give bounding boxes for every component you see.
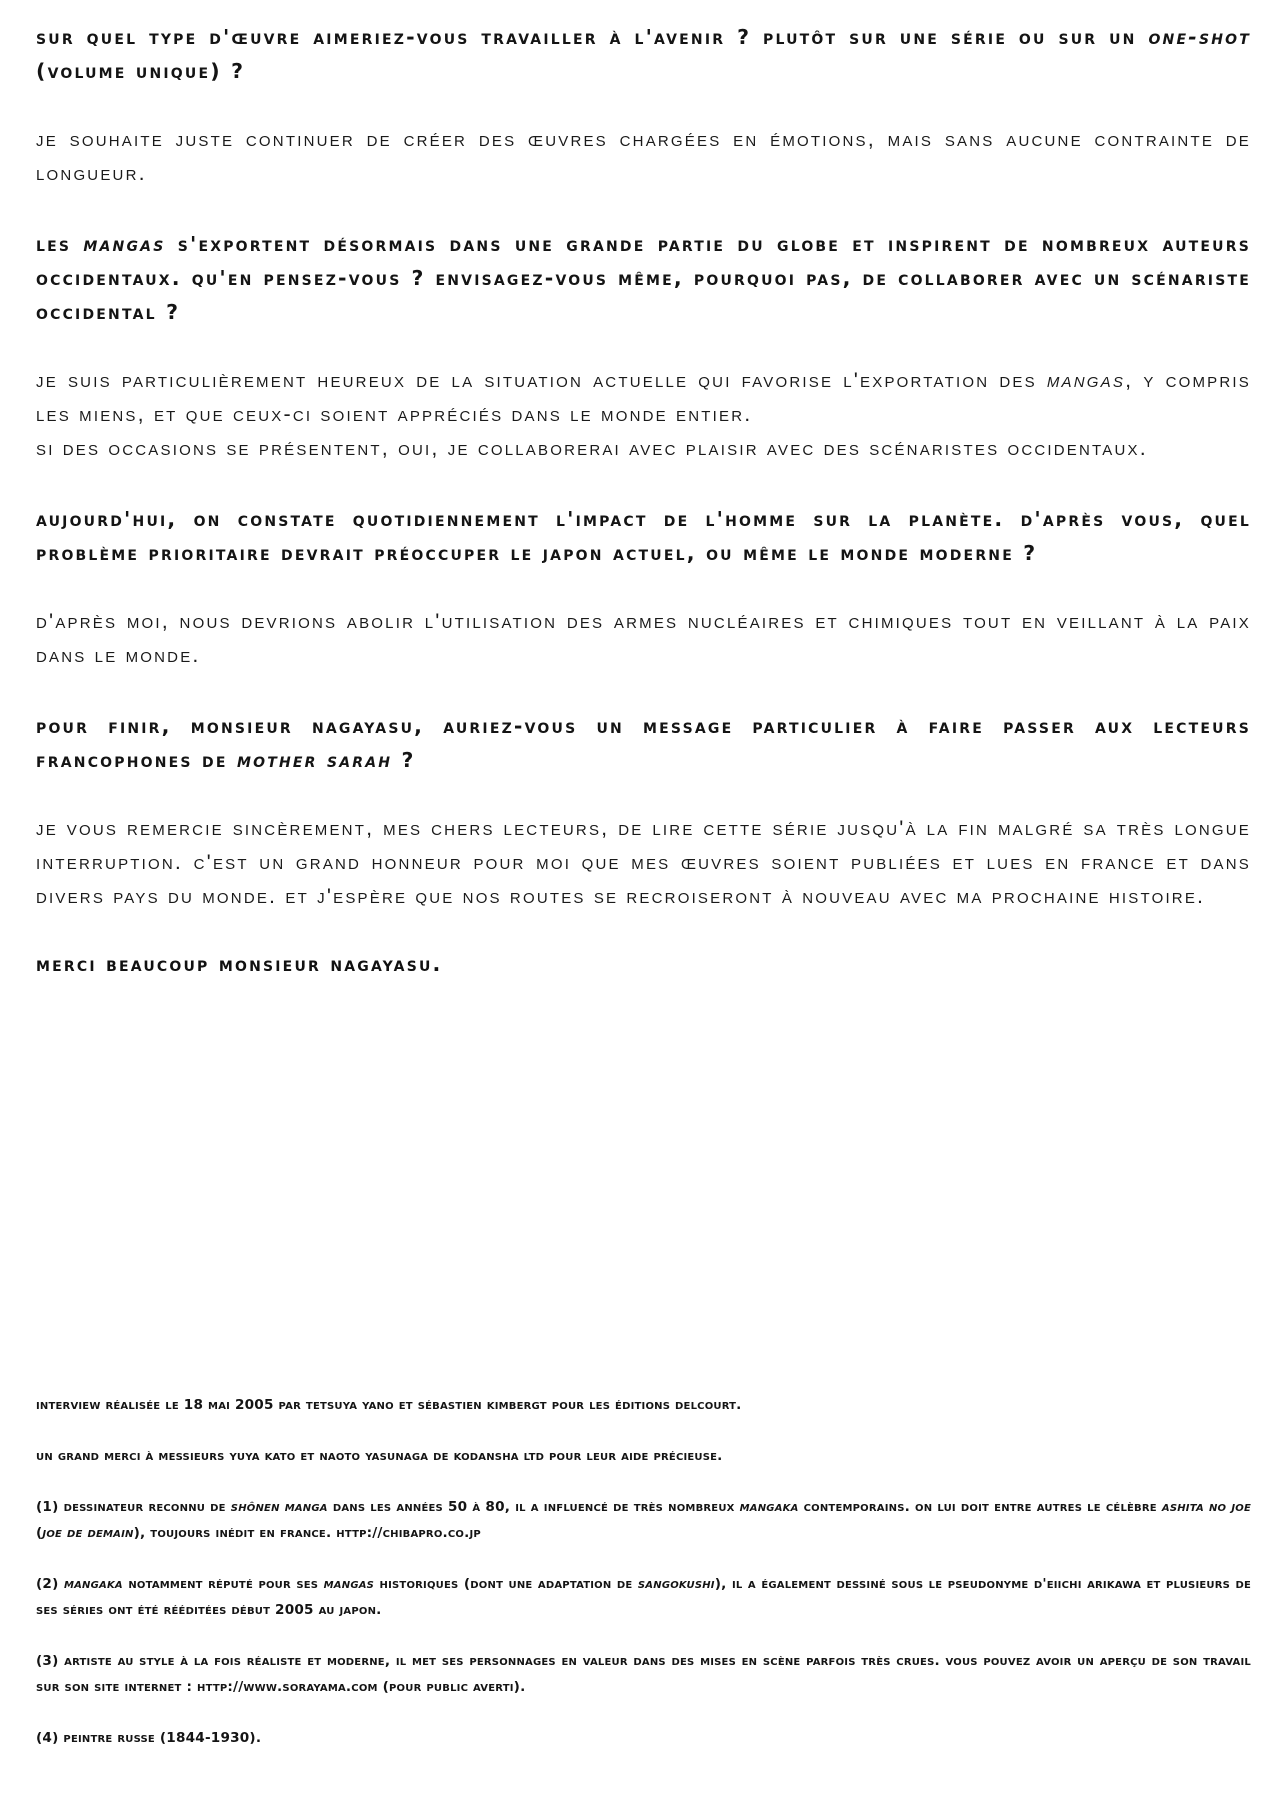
- answer-2-paragraph-2: si des occasions se présentent, oui, je collaborerai avec plaisir avec des scénaristes occidentaux.: [36, 436, 1148, 460]
- answer-2: [36, 363, 1251, 465]
- question-2: les mangas s'exportent désormais dans une grande partie du globe et inspirent de nombreux auteurs occidentaux. qu'en pensez-vous ? envisagez-vous même, pourquoi pas, de collaborer avec un scénariste occidental ?: [36, 232, 1251, 324]
- answer-2-paragraph-1: je suis particulièrement heureux de la situation actuelle qui favorise l'exportation des mangas, y compris les miens, et que ceux-ci soient appréciés dans le monde entier.: [36, 368, 1251, 426]
- footnote-4: (4) peintre russe (1844-1930).: [36, 1730, 262, 1746]
- closing-thanks: merci beaucoup monsieur nagayasu.: [36, 952, 443, 976]
- interview-body: [36, 20, 1251, 981]
- acknowledgement: un grand merci à messieurs yuya kato et naoto yasunaga de kodansha ltd pour leur aide précieuse.: [36, 1448, 723, 1464]
- answer-4: je vous remercie sincèrement, mes chers lecteurs, de lire cette série jusqu'à la fin malgré sa très longue interruption. c'est un grand honneur pour moi que mes œuvres soient publiées et lues en france et dans divers pays du monde. et j'espère que nos routes se recroiseront à nouveau avec ma prochaine histoire.: [36, 816, 1251, 908]
- answer-3: d'après moi, nous devrions abolir l'utilisation des armes nucléaires et chimiques tout en veillant à la paix dans le monde.: [36, 609, 1251, 667]
- footnote-3: (3) artiste au style à la fois réaliste et moderne, il met ses personnages en valeur dans des mises en scène parfois très crues. vous pouvez avoir un aperçu de son travail sur son site internet : http://www.sorayama.com (pour public averti).: [36, 1653, 1251, 1695]
- question-1: sur quel type d'œuvre aimeriez-vous travailler à l'avenir ? plutôt sur une série ou sur un one-shot (volume unique) ?: [36, 25, 1251, 83]
- footnote-2: (2) mangaka notamment réputé pour ses mangas historiques (dont une adaptation de sangokushi), il a également dessiné sous le pseudonyme d'eiichi arikawa et plusieurs de ses séries ont été rééditées début 2005 au japon.: [36, 1576, 1252, 1618]
- answer-1: je souhaite juste continuer de créer des œuvres chargées en émotions, mais sans aucune contrainte de longueur.: [36, 127, 1251, 185]
- footnote-1: (1) dessinateur reconnu de shônen manga dans les années 50 à 80, il a influencé de très nombreux mangaka contemporains. on lui doit entre autres le célèbre ashita no joe (joe de demain), toujours inédit en france. http://chibapro.co.jp: [36, 1499, 1251, 1541]
- question-4: pour finir, monsieur nagayasu, auriez-vous un message particulier à faire passer aux lecteurs francophones de mother sarah ?: [36, 714, 1251, 772]
- footnotes: [36, 1392, 1251, 1751]
- question-3: aujourd'hui, on constate quotidiennement l'impact de l'homme sur la planète. d'après vous, quel problème prioritaire devrait préoccuper le japon actuel, ou même le monde moderne ?: [36, 507, 1251, 565]
- interview-credit: interview réalisée le 18 mai 2005 par tetsuya yano et sébastien kimbergt pour les éditions delcourt.: [36, 1397, 742, 1413]
